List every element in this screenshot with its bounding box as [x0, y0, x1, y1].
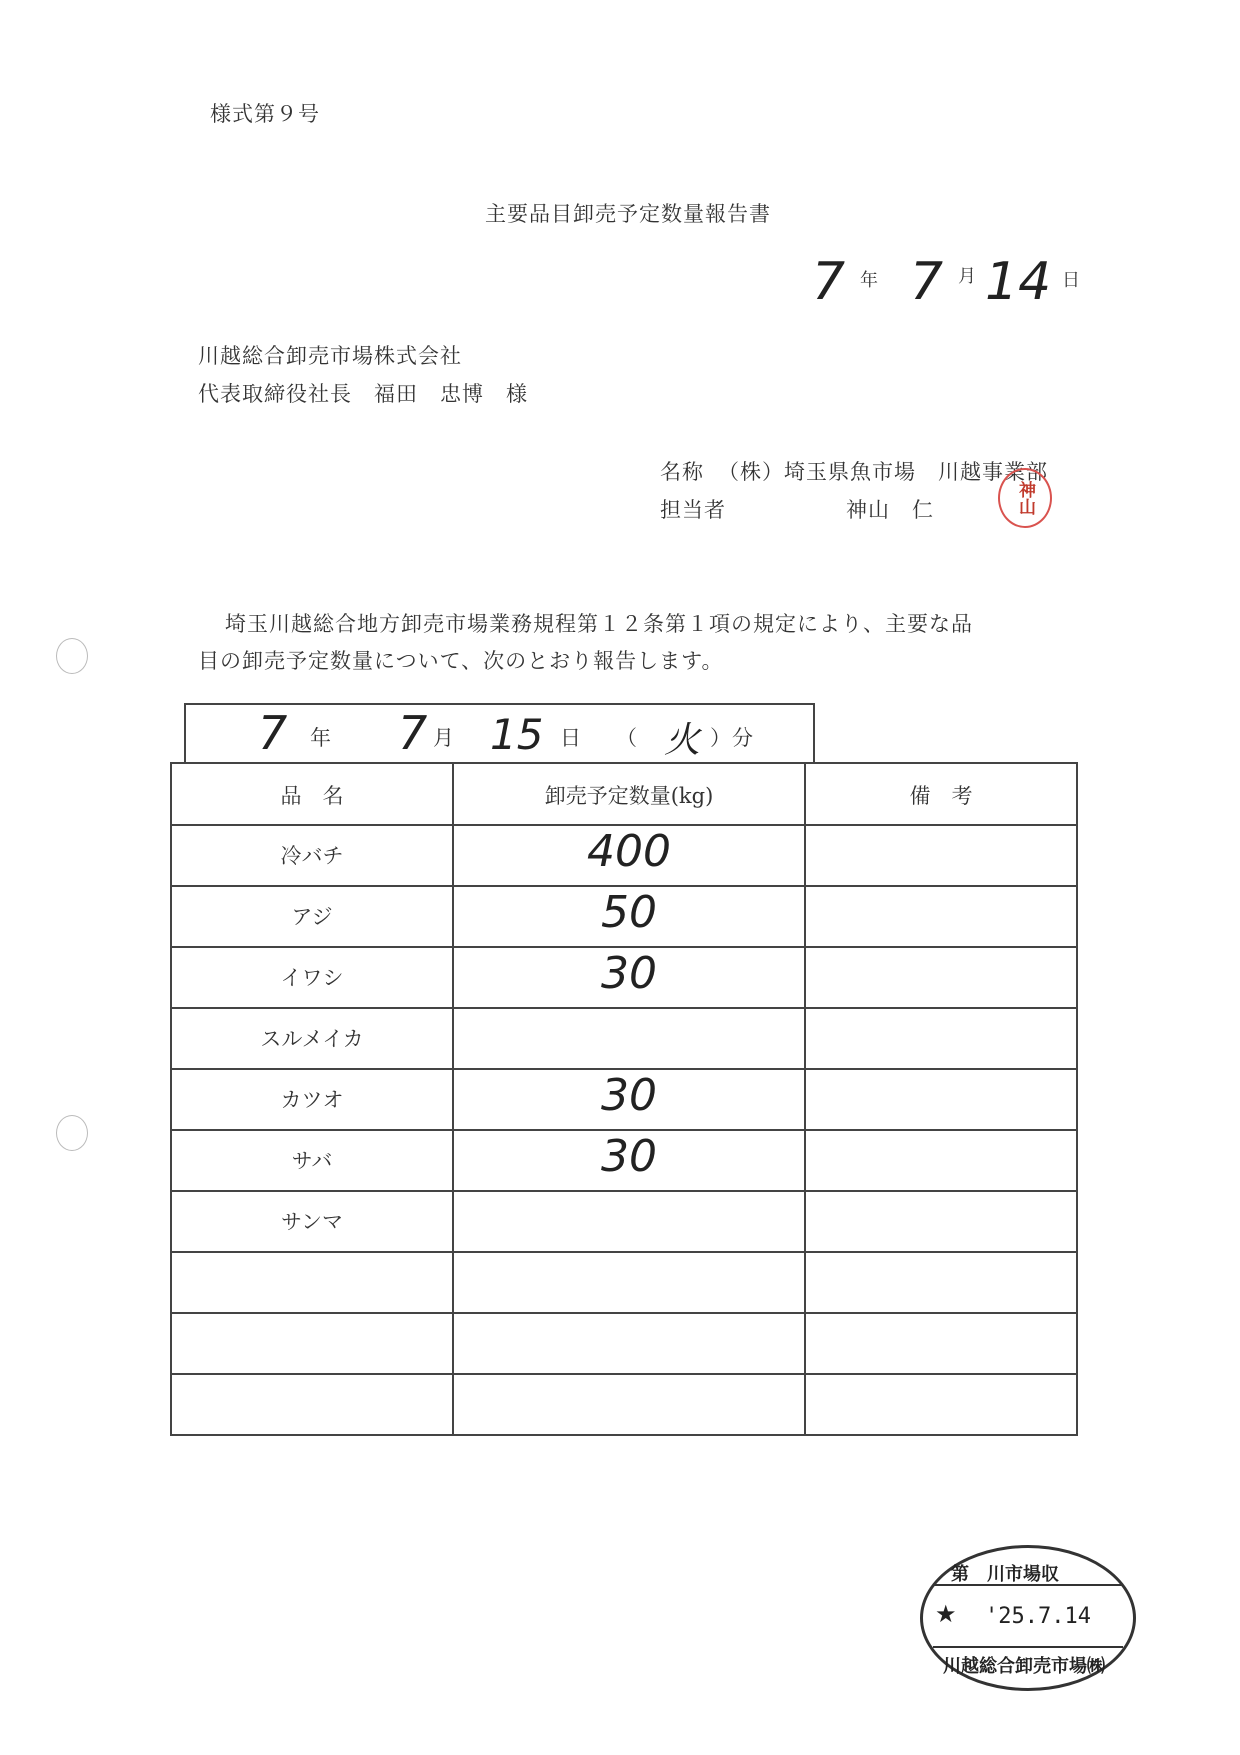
stamp-band-bottom: [933, 1646, 1123, 1648]
table-line: [170, 1007, 1078, 1009]
punch-hole-bottom: [56, 1115, 88, 1151]
receipt-stamp: [920, 1545, 1136, 1691]
stamp-top-text: 第 川市場収: [951, 1564, 1059, 1585]
row-item: サンマ: [281, 1210, 343, 1234]
row-quantity: 30: [601, 948, 657, 999]
personal-seal: [998, 468, 1052, 528]
row-quantity: 30: [601, 1070, 657, 1121]
table-line: [170, 1312, 1078, 1314]
target-date-open-paren: （: [616, 726, 638, 750]
target-date-year-unit: 年: [310, 726, 332, 750]
sender-name-value: （株）埼玉県魚市場 川越事業部: [718, 460, 1048, 484]
table-line: [804, 762, 806, 1436]
table-line: [170, 1434, 1078, 1436]
report-date-month: 7: [910, 252, 944, 312]
sender-person-value: 神山 仁: [846, 498, 934, 522]
seal-text: 神山: [1015, 481, 1035, 515]
target-date-close-paren: ）: [710, 726, 732, 750]
row-item: カツオ: [280, 1088, 344, 1112]
row-quantity: 30: [601, 1131, 657, 1182]
header-quantity: 卸売予定数量(kg): [544, 784, 714, 808]
target-date-year: 7: [258, 706, 288, 760]
row-item: 冷バチ: [280, 844, 344, 868]
report-date-year-unit: 年: [860, 270, 879, 291]
row-item: サバ: [291, 1149, 333, 1173]
punch-hole-top: [56, 638, 88, 674]
target-date-month-unit: 月: [433, 726, 455, 750]
row-item: スルメイカ: [260, 1027, 364, 1051]
table-line: [170, 1190, 1078, 1192]
table-line: [184, 703, 815, 705]
table-line: [1076, 762, 1078, 1436]
body-text-line-1: 埼玉川越総合地方卸売市場業務規程第１２条第１項の規定により、主要な品: [225, 612, 973, 636]
recipient-person: 代表取締役社長 福田 忠博 様: [198, 382, 528, 406]
target-date-suffix: 分: [732, 726, 754, 750]
table-line: [170, 1251, 1078, 1253]
body-text-line-2: 目の卸売予定数量について、次のとおり報告します。: [198, 649, 724, 673]
table-line: [813, 703, 815, 763]
table-line: [170, 762, 1078, 764]
report-date-month-unit: 月: [958, 266, 977, 287]
sender-name-label: 名称: [660, 460, 704, 484]
table-line: [170, 1373, 1078, 1375]
sender-person-label: 担当者: [660, 498, 726, 522]
report-date-year: 7: [812, 252, 846, 312]
target-date-day: 15: [490, 710, 544, 759]
document-title: 主要品目卸売予定数量報告書: [485, 202, 771, 226]
header-item-name: 品 名: [280, 784, 344, 808]
header-notes: 備 考: [909, 784, 973, 808]
target-date-weekday: 火: [664, 720, 701, 761]
stamp-date: '25.7.14: [985, 1604, 1091, 1629]
recipient-company: 川越総合卸売市場株式会社: [198, 344, 462, 368]
stamp-bottom-text: 川越総合卸売市場㈱: [943, 1656, 1105, 1677]
row-item: イワシ: [280, 966, 344, 990]
target-date-day-unit: 日: [560, 726, 582, 750]
report-date-day: 14: [985, 252, 1052, 312]
stamp-star-icon: ★: [935, 1600, 957, 1628]
row-quantity: 50: [601, 887, 657, 938]
form-number: 様式第９号: [210, 102, 320, 126]
report-date-day-unit: 日: [1062, 270, 1081, 291]
row-quantity: 400: [587, 826, 671, 877]
row-item: アジ: [291, 905, 333, 929]
table-line: [184, 703, 186, 763]
target-date-month: 7: [398, 706, 428, 760]
